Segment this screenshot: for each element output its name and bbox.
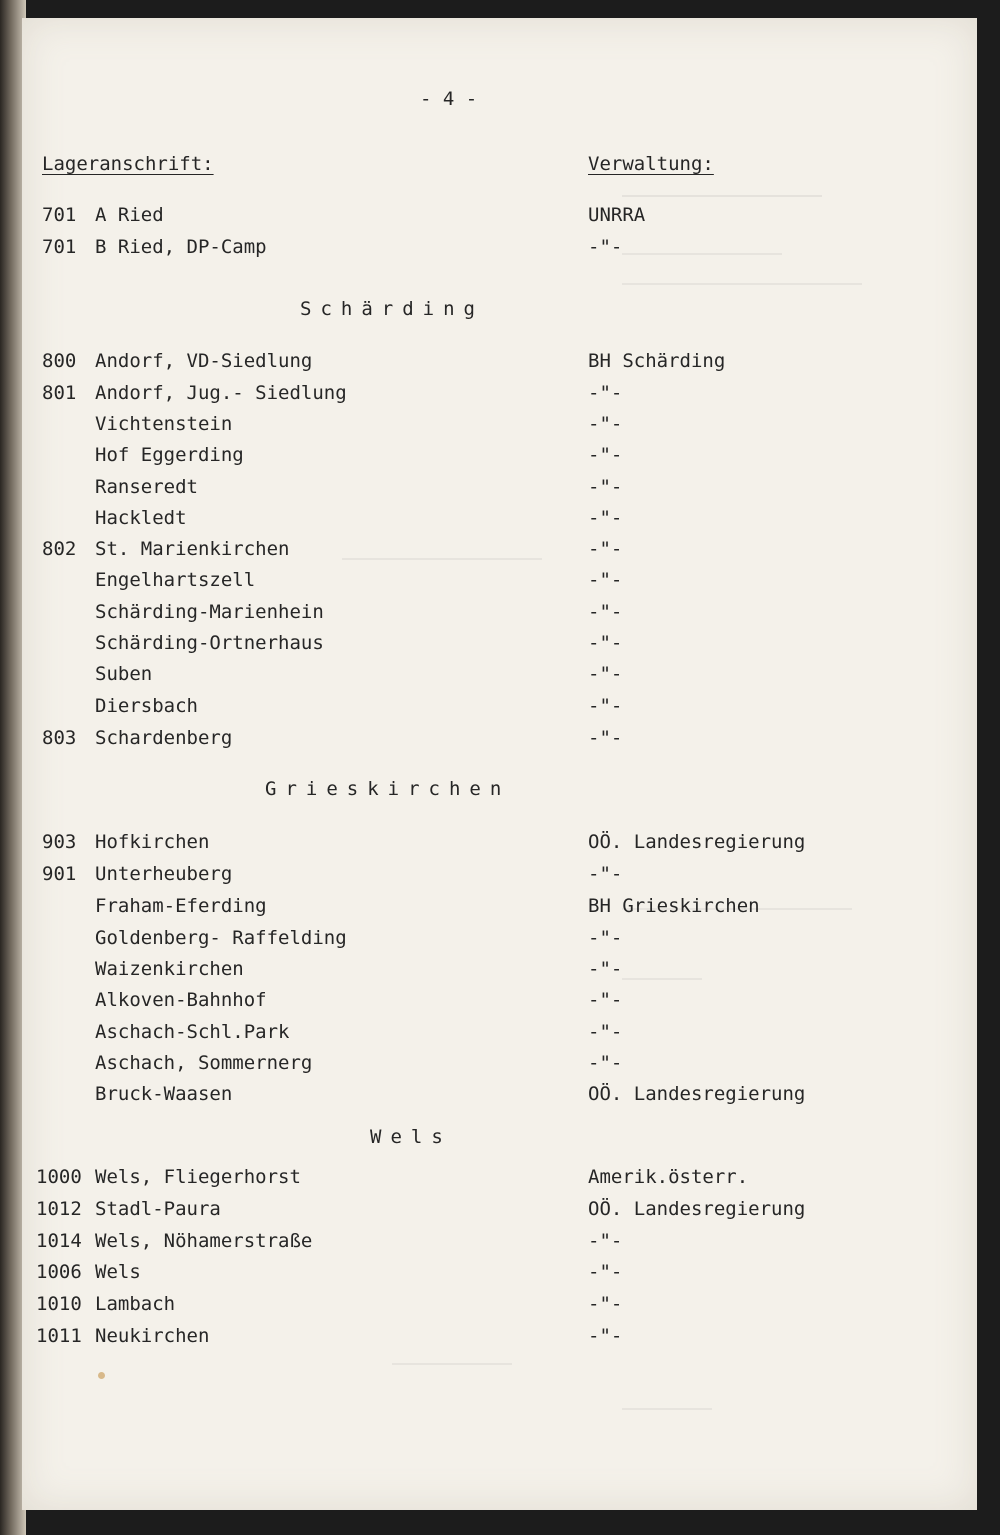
row-code: 701 — [42, 204, 77, 226]
row-admin: BH Schärding — [588, 350, 726, 372]
row-code: 1011 — [36, 1325, 82, 1347]
row-admin: UNRRA — [588, 204, 646, 226]
row-name: Aschach, Sommernerg — [95, 1052, 313, 1074]
row-admin: -"- — [588, 1052, 623, 1074]
row-admin: -"- — [588, 382, 623, 404]
row-code: 1012 — [36, 1198, 82, 1220]
row-code: 801 — [42, 382, 77, 404]
row-name: Andorf, Jug.- Siedlung — [95, 382, 347, 404]
row-name: Wels — [95, 1261, 141, 1283]
row-name: Bruck-Waasen — [95, 1083, 233, 1105]
row-admin: -"- — [588, 538, 623, 560]
bleed-through-mark — [622, 243, 782, 255]
row-name: Unterheuberg — [95, 863, 233, 885]
section-title-schaerding: Schärding — [300, 298, 484, 320]
row-admin: -"- — [588, 1230, 623, 1252]
row-name: Wels, Nöhamerstraße — [95, 1230, 313, 1252]
page-number: - 4 - — [420, 88, 478, 110]
row-name: Andorf, VD-Siedlung — [95, 350, 313, 372]
bleed-through-mark — [392, 1353, 512, 1365]
section-title-grieskirchen: Grieskirchen — [265, 778, 511, 800]
row-admin: -"- — [588, 958, 623, 980]
bleed-through-mark — [622, 183, 822, 197]
header-verwaltung: Verwaltung: — [588, 153, 714, 175]
row-code: 1006 — [36, 1261, 82, 1283]
bleed-through-mark — [622, 273, 862, 285]
row-admin: -"- — [588, 863, 623, 885]
row-code: 1010 — [36, 1293, 82, 1315]
row-admin: -"- — [588, 444, 623, 466]
row-name: Goldenberg- Raffelding — [95, 927, 347, 949]
row-name: Ranseredt — [95, 476, 198, 498]
paper-stain — [98, 1372, 105, 1379]
bleed-through-mark — [622, 968, 702, 980]
row-name: Fraham-Eferding — [95, 895, 267, 917]
row-code: 800 — [42, 350, 77, 372]
row-name: Stadl-Paura — [95, 1198, 221, 1220]
row-name: Vichtenstein — [95, 413, 233, 435]
row-name: Hofkirchen — [95, 831, 210, 853]
row-admin: Amerik.österr. — [588, 1166, 749, 1188]
row-name: Lambach — [95, 1293, 176, 1315]
row-name: Schärding-Ortnerhaus — [95, 632, 324, 654]
row-admin: -"- — [588, 236, 623, 258]
row-name: Schärding-Marienhein — [95, 601, 324, 623]
row-admin: -"- — [588, 927, 623, 949]
row-admin: OÖ. Landesregierung — [588, 1083, 806, 1105]
row-admin: -"- — [588, 476, 623, 498]
row-name: Waizenkirchen — [95, 958, 244, 980]
row-code: 903 — [42, 831, 77, 853]
row-name: Diersbach — [95, 695, 198, 717]
row-code: 803 — [42, 727, 77, 749]
row-admin: OÖ. Landesregierung — [588, 1198, 806, 1220]
row-name: Hackledt — [95, 507, 187, 529]
row-name: Alkoven-Bahnhof — [95, 989, 267, 1011]
row-name: A Ried — [95, 204, 164, 226]
section-title-wels: Wels — [370, 1126, 452, 1148]
row-name: Schardenberg — [95, 727, 233, 749]
row-name: Engelhartszell — [95, 569, 256, 591]
row-admin: -"- — [588, 1325, 623, 1347]
row-admin: -"- — [588, 989, 623, 1011]
row-admin: -"- — [588, 601, 623, 623]
header-lageranschrift: Lageranschrift: — [42, 153, 214, 175]
row-code: 802 — [42, 538, 77, 560]
row-admin: -"- — [588, 1261, 623, 1283]
row-admin: -"- — [588, 695, 623, 717]
row-name: St. Marienkirchen — [95, 538, 290, 560]
row-name: Suben — [95, 663, 153, 685]
bleed-through-mark — [342, 548, 542, 560]
row-code: 1000 — [36, 1166, 82, 1188]
row-admin: -"- — [588, 727, 623, 749]
row-admin: -"- — [588, 663, 623, 685]
row-admin: OÖ. Landesregierung — [588, 831, 806, 853]
row-admin: -"- — [588, 1293, 623, 1315]
row-code: 901 — [42, 863, 77, 885]
row-admin: -"- — [588, 1021, 623, 1043]
row-name: Wels, Fliegerhorst — [95, 1166, 301, 1188]
row-name: Hof Eggerding — [95, 444, 244, 466]
row-admin: BH Grieskirchen — [588, 895, 760, 917]
row-admin: -"- — [588, 569, 623, 591]
row-admin: -"- — [588, 632, 623, 654]
row-name: B Ried, DP-Camp — [95, 236, 267, 258]
row-code: 701 — [42, 236, 77, 258]
row-admin: -"- — [588, 507, 623, 529]
bleed-through-mark — [622, 1398, 712, 1410]
row-admin: -"- — [588, 413, 623, 435]
row-name: Aschach-Schl.Park — [95, 1021, 290, 1043]
row-code: 1014 — [36, 1230, 82, 1252]
row-name: Neukirchen — [95, 1325, 210, 1347]
